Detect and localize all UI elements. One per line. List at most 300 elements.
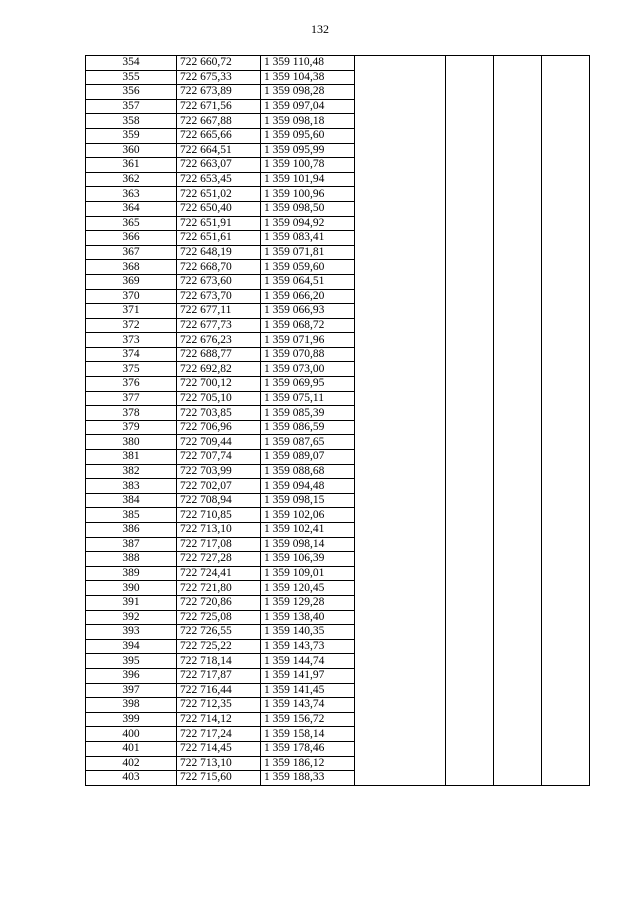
empty-cell [446, 85, 494, 100]
empty-cell [446, 347, 494, 362]
table-row [86, 508, 590, 523]
x-coordinate-cell: 722 677,11 [177, 304, 261, 319]
empty-cell [542, 172, 590, 187]
empty-cell [446, 128, 494, 143]
table-row [86, 698, 590, 713]
point-number-cell: 395 [86, 654, 177, 669]
empty-cell [494, 566, 542, 581]
empty-cell [494, 610, 542, 625]
table-row [86, 85, 590, 100]
x-coordinate-cell: 722 668,70 [177, 260, 261, 275]
point-number-cell: 377 [86, 391, 177, 406]
table-row [86, 741, 590, 756]
empty-cell [446, 523, 494, 538]
empty-cell [494, 639, 542, 654]
table-row [86, 158, 590, 173]
point-number-cell: 373 [86, 333, 177, 348]
empty-cell [446, 566, 494, 581]
empty-cell [446, 581, 494, 596]
point-number-cell: 398 [86, 698, 177, 713]
empty-cell [355, 683, 446, 698]
empty-cell [355, 304, 446, 319]
empty-cell [542, 683, 590, 698]
empty-cell [494, 698, 542, 713]
x-coordinate-cell: 722 702,07 [177, 479, 261, 494]
point-number-cell: 401 [86, 741, 177, 756]
y-coordinate-cell: 1 359 094,92 [261, 216, 355, 231]
empty-cell [542, 639, 590, 654]
x-coordinate-cell: 722 713,10 [177, 523, 261, 538]
empty-cell [542, 128, 590, 143]
empty-cell [355, 377, 446, 392]
x-coordinate-cell: 722 667,88 [177, 114, 261, 129]
y-coordinate-cell: 1 359 086,59 [261, 420, 355, 435]
empty-cell [446, 464, 494, 479]
empty-cell [446, 274, 494, 289]
point-number-cell: 364 [86, 201, 177, 216]
x-coordinate-cell: 722 707,74 [177, 450, 261, 465]
y-coordinate-cell: 1 359 083,41 [261, 231, 355, 246]
empty-cell [542, 668, 590, 683]
empty-cell [494, 771, 542, 786]
x-coordinate-cell: 722 653,45 [177, 172, 261, 187]
table-row [86, 172, 590, 187]
empty-cell [446, 639, 494, 654]
empty-cell [355, 537, 446, 552]
empty-cell [355, 406, 446, 421]
x-coordinate-cell: 722 717,87 [177, 668, 261, 683]
empty-cell [355, 128, 446, 143]
empty-cell [446, 318, 494, 333]
y-coordinate-cell: 1 359 156,72 [261, 712, 355, 727]
empty-cell [494, 274, 542, 289]
empty-cell [542, 610, 590, 625]
empty-cell [355, 450, 446, 465]
point-number-cell: 371 [86, 304, 177, 319]
y-coordinate-cell: 1 359 066,20 [261, 289, 355, 304]
table-row [86, 377, 590, 392]
point-number-cell: 390 [86, 581, 177, 596]
x-coordinate-cell: 722 718,14 [177, 654, 261, 669]
y-coordinate-cell: 1 359 098,28 [261, 85, 355, 100]
y-coordinate-cell: 1 359 075,11 [261, 391, 355, 406]
table-row [86, 362, 590, 377]
y-coordinate-cell: 1 359 100,96 [261, 187, 355, 202]
empty-cell [494, 304, 542, 319]
empty-cell [542, 70, 590, 85]
x-coordinate-cell: 722 706,96 [177, 420, 261, 435]
y-coordinate-cell: 1 359 141,97 [261, 668, 355, 683]
empty-cell [494, 727, 542, 742]
empty-cell [542, 362, 590, 377]
empty-cell [542, 420, 590, 435]
x-coordinate-cell: 722 727,28 [177, 552, 261, 567]
empty-cell [494, 523, 542, 538]
table-row [86, 70, 590, 85]
empty-cell [542, 347, 590, 362]
empty-cell [494, 114, 542, 129]
point-number-cell: 354 [86, 56, 177, 71]
empty-cell [446, 479, 494, 494]
empty-cell [542, 406, 590, 421]
empty-cell [542, 479, 590, 494]
x-coordinate-cell: 722 700,12 [177, 377, 261, 392]
empty-cell [494, 245, 542, 260]
table-row [86, 654, 590, 669]
empty-cell [494, 143, 542, 158]
empty-cell [446, 245, 494, 260]
empty-cell [355, 581, 446, 596]
empty-cell [494, 712, 542, 727]
empty-cell [446, 741, 494, 756]
table-row [86, 187, 590, 202]
empty-cell [446, 333, 494, 348]
empty-cell [355, 610, 446, 625]
empty-cell [542, 260, 590, 275]
empty-cell [355, 172, 446, 187]
x-coordinate-cell: 722 726,55 [177, 625, 261, 640]
empty-cell [542, 187, 590, 202]
y-coordinate-cell: 1 359 144,74 [261, 654, 355, 669]
empty-cell [446, 231, 494, 246]
empty-cell [542, 289, 590, 304]
empty-cell [446, 552, 494, 567]
point-number-cell: 359 [86, 128, 177, 143]
empty-cell [355, 625, 446, 640]
x-coordinate-cell: 722 675,33 [177, 70, 261, 85]
empty-cell [542, 654, 590, 669]
table-row [86, 464, 590, 479]
empty-cell [446, 70, 494, 85]
empty-cell [355, 158, 446, 173]
y-coordinate-cell: 1 359 129,28 [261, 595, 355, 610]
point-number-cell: 392 [86, 610, 177, 625]
empty-cell [355, 216, 446, 231]
x-coordinate-cell: 722 725,08 [177, 610, 261, 625]
point-number-cell: 386 [86, 523, 177, 538]
y-coordinate-cell: 1 359 087,65 [261, 435, 355, 450]
empty-cell [494, 289, 542, 304]
x-coordinate-cell: 722 663,07 [177, 158, 261, 173]
empty-cell [494, 260, 542, 275]
x-coordinate-cell: 722 710,85 [177, 508, 261, 523]
empty-cell [446, 493, 494, 508]
point-number-cell: 374 [86, 347, 177, 362]
empty-cell [494, 377, 542, 392]
y-coordinate-cell: 1 359 158,14 [261, 727, 355, 742]
table-row [86, 581, 590, 596]
x-coordinate-cell: 722 648,19 [177, 245, 261, 260]
x-coordinate-cell: 722 715,60 [177, 771, 261, 786]
empty-cell [542, 99, 590, 114]
empty-cell [446, 406, 494, 421]
table-row [86, 771, 590, 786]
y-coordinate-cell: 1 359 110,48 [261, 56, 355, 71]
coordinates-table-body [86, 56, 590, 786]
empty-cell [494, 625, 542, 640]
empty-cell [446, 683, 494, 698]
empty-cell [446, 712, 494, 727]
empty-cell [446, 143, 494, 158]
point-number-cell: 389 [86, 566, 177, 581]
empty-cell [355, 493, 446, 508]
empty-cell [542, 377, 590, 392]
x-coordinate-cell: 722 717,08 [177, 537, 261, 552]
empty-cell [494, 231, 542, 246]
y-coordinate-cell: 1 359 140,35 [261, 625, 355, 640]
table-row [86, 537, 590, 552]
empty-cell [494, 347, 542, 362]
empty-cell [494, 391, 542, 406]
y-coordinate-cell: 1 359 098,18 [261, 114, 355, 129]
empty-cell [494, 595, 542, 610]
empty-cell [494, 420, 542, 435]
point-number-cell: 402 [86, 756, 177, 771]
table-row [86, 479, 590, 494]
empty-cell [355, 362, 446, 377]
point-number-cell: 382 [86, 464, 177, 479]
empty-cell [355, 698, 446, 713]
empty-cell [355, 435, 446, 450]
table-row [86, 668, 590, 683]
page-number: 132 [311, 22, 329, 36]
x-coordinate-cell: 722 703,85 [177, 406, 261, 421]
coordinates-table [85, 55, 590, 786]
point-number-cell: 383 [86, 479, 177, 494]
empty-cell [542, 625, 590, 640]
empty-cell [542, 581, 590, 596]
y-coordinate-cell: 1 359 097,04 [261, 99, 355, 114]
point-number-cell: 388 [86, 552, 177, 567]
empty-cell [446, 727, 494, 742]
empty-cell [542, 85, 590, 100]
empty-cell [355, 318, 446, 333]
empty-cell [542, 508, 590, 523]
x-coordinate-cell: 722 716,44 [177, 683, 261, 698]
empty-cell [542, 333, 590, 348]
y-coordinate-cell: 1 359 073,00 [261, 362, 355, 377]
table-row [86, 566, 590, 581]
table-row [86, 756, 590, 771]
empty-cell [494, 201, 542, 216]
point-number-cell: 378 [86, 406, 177, 421]
empty-cell [446, 508, 494, 523]
point-number-cell: 376 [86, 377, 177, 392]
empty-cell [542, 464, 590, 479]
empty-cell [446, 420, 494, 435]
empty-cell [494, 187, 542, 202]
empty-cell [446, 114, 494, 129]
x-coordinate-cell: 722 721,80 [177, 581, 261, 596]
empty-cell [355, 508, 446, 523]
empty-cell [494, 128, 542, 143]
x-coordinate-cell: 722 664,51 [177, 143, 261, 158]
y-coordinate-cell: 1 359 120,45 [261, 581, 355, 596]
table-row [86, 216, 590, 231]
empty-cell [542, 245, 590, 260]
table-row [86, 683, 590, 698]
y-coordinate-cell: 1 359 100,78 [261, 158, 355, 173]
y-coordinate-cell: 1 359 102,06 [261, 508, 355, 523]
empty-cell [542, 274, 590, 289]
empty-cell [355, 274, 446, 289]
table-row [86, 493, 590, 508]
empty-cell [494, 406, 542, 421]
empty-cell [446, 172, 494, 187]
x-coordinate-cell: 722 677,73 [177, 318, 261, 333]
x-coordinate-cell: 722 720,86 [177, 595, 261, 610]
empty-cell [542, 566, 590, 581]
empty-cell [355, 727, 446, 742]
empty-cell [542, 595, 590, 610]
point-number-cell: 365 [86, 216, 177, 231]
empty-cell [355, 523, 446, 538]
empty-cell [446, 610, 494, 625]
empty-cell [446, 537, 494, 552]
y-coordinate-cell: 1 359 109,01 [261, 566, 355, 581]
table-row [86, 727, 590, 742]
y-coordinate-cell: 1 359 070,88 [261, 347, 355, 362]
table-row [86, 435, 590, 450]
point-number-cell: 356 [86, 85, 177, 100]
x-coordinate-cell: 722 712,35 [177, 698, 261, 713]
empty-cell [542, 56, 590, 71]
y-coordinate-cell: 1 359 085,39 [261, 406, 355, 421]
empty-cell [355, 712, 446, 727]
point-number-cell: 394 [86, 639, 177, 654]
y-coordinate-cell: 1 359 089,07 [261, 450, 355, 465]
x-coordinate-cell: 722 671,56 [177, 99, 261, 114]
empty-cell [446, 187, 494, 202]
empty-cell [494, 99, 542, 114]
empty-cell [446, 377, 494, 392]
empty-cell [355, 639, 446, 654]
x-coordinate-cell: 722 708,94 [177, 493, 261, 508]
point-number-cell: 375 [86, 362, 177, 377]
empty-cell [355, 143, 446, 158]
table-row [86, 450, 590, 465]
empty-cell [355, 56, 446, 71]
y-coordinate-cell: 1 359 141,45 [261, 683, 355, 698]
point-number-cell: 370 [86, 289, 177, 304]
empty-cell [542, 143, 590, 158]
empty-cell [494, 158, 542, 173]
y-coordinate-cell: 1 359 188,33 [261, 771, 355, 786]
table-row [86, 201, 590, 216]
y-coordinate-cell: 1 359 102,41 [261, 523, 355, 538]
y-coordinate-cell: 1 359 106,39 [261, 552, 355, 567]
empty-cell [542, 771, 590, 786]
y-coordinate-cell: 1 359 101,94 [261, 172, 355, 187]
empty-cell [542, 493, 590, 508]
empty-cell [494, 362, 542, 377]
point-number-cell: 397 [86, 683, 177, 698]
empty-cell [494, 333, 542, 348]
empty-cell [446, 391, 494, 406]
point-number-cell: 400 [86, 727, 177, 742]
point-number-cell: 360 [86, 143, 177, 158]
point-number-cell: 385 [86, 508, 177, 523]
y-coordinate-cell: 1 359 094,48 [261, 479, 355, 494]
empty-cell [355, 333, 446, 348]
x-coordinate-cell: 722 665,66 [177, 128, 261, 143]
y-coordinate-cell: 1 359 178,46 [261, 741, 355, 756]
x-coordinate-cell: 722 725,22 [177, 639, 261, 654]
point-number-cell: 368 [86, 260, 177, 275]
empty-cell [355, 114, 446, 129]
x-coordinate-cell: 722 692,82 [177, 362, 261, 377]
point-number-cell: 357 [86, 99, 177, 114]
empty-cell [542, 318, 590, 333]
x-coordinate-cell: 722 673,89 [177, 85, 261, 100]
point-number-cell: 355 [86, 70, 177, 85]
point-number-cell: 403 [86, 771, 177, 786]
point-number-cell: 391 [86, 595, 177, 610]
empty-cell [542, 391, 590, 406]
x-coordinate-cell: 722 713,10 [177, 756, 261, 771]
table-row [86, 260, 590, 275]
empty-cell [542, 537, 590, 552]
point-number-cell: 369 [86, 274, 177, 289]
y-coordinate-cell: 1 359 071,81 [261, 245, 355, 260]
table-row [86, 712, 590, 727]
empty-cell [446, 698, 494, 713]
y-coordinate-cell: 1 359 066,93 [261, 304, 355, 319]
empty-cell [446, 362, 494, 377]
y-coordinate-cell: 1 359 098,15 [261, 493, 355, 508]
point-number-cell: 372 [86, 318, 177, 333]
x-coordinate-cell: 722 709,44 [177, 435, 261, 450]
empty-cell [355, 70, 446, 85]
empty-cell [494, 172, 542, 187]
empty-cell [446, 56, 494, 71]
table-row [86, 56, 590, 71]
empty-cell [446, 435, 494, 450]
empty-cell [494, 464, 542, 479]
table-row [86, 245, 590, 260]
empty-cell [494, 741, 542, 756]
empty-cell [355, 85, 446, 100]
empty-cell [355, 566, 446, 581]
table-row [86, 114, 590, 129]
empty-cell [494, 756, 542, 771]
table-row [86, 99, 590, 114]
empty-cell [494, 70, 542, 85]
point-number-cell: 387 [86, 537, 177, 552]
empty-cell [446, 304, 494, 319]
x-coordinate-cell: 722 703,99 [177, 464, 261, 479]
point-number-cell: 384 [86, 493, 177, 508]
empty-cell [494, 683, 542, 698]
empty-cell [446, 771, 494, 786]
table-row [86, 552, 590, 567]
empty-cell [355, 771, 446, 786]
point-number-cell: 381 [86, 450, 177, 465]
empty-cell [542, 698, 590, 713]
point-number-cell: 362 [86, 172, 177, 187]
empty-cell [355, 741, 446, 756]
empty-cell [494, 552, 542, 567]
empty-cell [494, 85, 542, 100]
table-row [86, 625, 590, 640]
empty-cell [494, 668, 542, 683]
empty-cell [446, 625, 494, 640]
x-coordinate-cell: 722 705,10 [177, 391, 261, 406]
y-coordinate-cell: 1 359 104,38 [261, 70, 355, 85]
empty-cell [446, 654, 494, 669]
y-coordinate-cell: 1 359 138,40 [261, 610, 355, 625]
table-row [86, 391, 590, 406]
